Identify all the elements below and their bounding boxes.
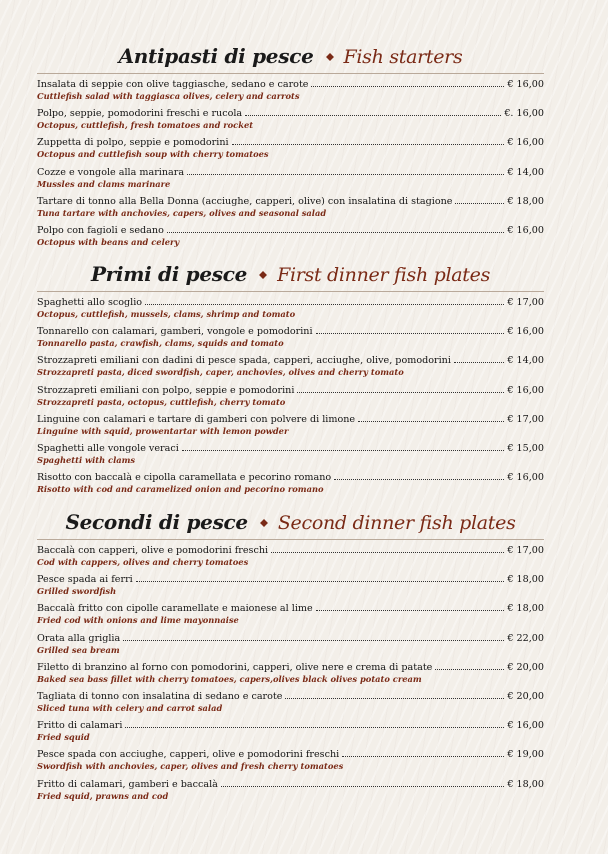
menu-item: [37, 224, 544, 253]
dot-leader: [123, 632, 504, 641]
dot-leader: [271, 544, 504, 553]
menu-item: [37, 195, 544, 224]
item-price: € 17,00: [507, 297, 544, 308]
item-price: € 19,00: [507, 749, 544, 761]
item-price: € 20,00: [507, 690, 544, 702]
menu-item: [37, 661, 544, 690]
item-name: Tagliata di tonno con insalatina di sedano e carote: [37, 690, 283, 702]
item-translation: Strozzapreti pasta, diced swordfish, caper, anchovies, olives and cherry tomato: [37, 367, 404, 378]
item-translation: Tuna tartare with anchovies, capers, olives and seasonal salad: [37, 207, 327, 218]
menu-item: [37, 573, 544, 602]
section-divider: [37, 73, 544, 74]
item-translation: Spaghetti with clams: [37, 454, 136, 465]
item-price: € 16,00: [507, 384, 544, 396]
item-translation: Octopus with beans and celery: [37, 236, 180, 247]
item-name: Filetto di branzino al forno con pomodorini, capperi, olive nere e crema di patate: [37, 661, 433, 673]
item-name: Polpo, seppie, pomodorini freschi e rucola: [37, 108, 243, 120]
dot-leader: [182, 442, 505, 451]
item-name: Baccalà fritto con cipolle caramellate e maionese al lime: [37, 603, 313, 615]
dot-leader: [221, 778, 504, 787]
item-price: € 18,00: [507, 195, 544, 207]
item-name: Risotto con baccalà e cipolla caramellata e pecorino romano: [37, 472, 332, 484]
menu-item: [37, 413, 544, 442]
item-price: € 18,00: [507, 603, 544, 615]
diamond-separator-icon: [326, 53, 334, 61]
dot-leader: [136, 573, 505, 582]
section-first-dinner-fish-plates: [37, 262, 544, 500]
item-price: € 18,00: [507, 778, 544, 790]
section-title: Secondi di pesce: [65, 510, 248, 534]
item-name: Pesce spada ai ferri: [37, 574, 133, 586]
dot-leader: [187, 166, 504, 175]
menu-item: [37, 471, 544, 500]
item-name: Tonnarello con calamari, gamberi, vongole e pomodorini: [37, 326, 313, 338]
menu-item: [37, 384, 544, 413]
dot-leader: [454, 354, 504, 363]
item-price: € 16,00: [507, 472, 544, 484]
item-price: € 17,00: [507, 545, 544, 556]
item-translation: Octopus, cuttlefish, fresh tomatoes and rocket: [37, 120, 254, 131]
item-price: € 18,00: [507, 574, 544, 586]
menu-item: [37, 78, 544, 107]
menu-item: [37, 690, 544, 719]
item-price: € 14,00: [507, 355, 544, 367]
item-translation: Grilled swordfish: [37, 586, 117, 597]
item-translation: Grilled sea bream: [37, 644, 120, 655]
dot-leader: [285, 690, 504, 699]
item-price: € 16,00: [507, 137, 544, 149]
section-title: Primi di pesce: [90, 262, 248, 286]
dot-leader: [334, 471, 504, 480]
item-price: € 16,00: [507, 224, 544, 236]
item-price: € 17,00: [507, 413, 544, 425]
item-name: Orata alla griglia: [37, 632, 121, 644]
dot-leader: [358, 413, 504, 422]
dot-leader: [316, 325, 505, 334]
menu-list: [37, 544, 544, 807]
item-price: € 20,00: [507, 661, 544, 673]
section-fish-starters: [37, 44, 544, 253]
item-translation: Swordfish with anchovies, caper, olives and fresh cherry tomatoes: [37, 761, 344, 772]
section-divider: [37, 539, 544, 540]
menu-item: [37, 544, 544, 573]
item-name: Insalata di seppie con olive taggiasche, sedano e carote: [37, 79, 309, 90]
item-name: Spaghetti alle vongole veraci: [37, 442, 179, 454]
item-translation: Risotto with cod and caramelized onion and pecorino romano: [37, 484, 324, 495]
dot-leader: [145, 296, 504, 305]
item-name: Strozzapreti emiliani con dadini di pesce spada, capperi, acciughe, olive, pomodorini: [37, 355, 451, 367]
item-translation: Cuttlefish salad with taggiasca olives, celery and carrots: [37, 91, 300, 101]
dot-leader: [125, 719, 504, 728]
item-price: € 22,00: [507, 632, 544, 644]
item-price: € 16,00: [507, 326, 544, 338]
item-name: Strozzapreti emiliani con polpo, seppie e pomodorini: [37, 384, 295, 396]
dot-leader: [455, 195, 504, 204]
menu-item: [37, 296, 544, 325]
dot-leader: [232, 136, 505, 145]
section-subtitle: Second dinner fish plates: [277, 512, 516, 534]
item-translation: Cod with cappers, olives and cherry tomatoes: [37, 557, 249, 567]
dot-leader: [167, 224, 505, 233]
dot-leader: [311, 78, 504, 87]
item-translation: Mussles and clams marinare: [37, 178, 171, 189]
item-name: Cozze e vongole alla marinara: [37, 166, 185, 178]
menu-item: [37, 442, 544, 471]
menu-item: [37, 632, 544, 661]
section-subtitle: First dinner fish plates: [277, 264, 491, 286]
item-translation: Octopus and cuttlefish soup with cherry tomatoes: [37, 149, 269, 160]
menu-item: [37, 354, 544, 383]
item-price: €. 16,00: [504, 108, 544, 120]
item-price: € 15,00: [507, 442, 544, 454]
menu-list: [37, 296, 544, 500]
section-header: [37, 44, 544, 74]
menu-item: [37, 136, 544, 165]
dot-leader: [342, 748, 504, 757]
item-price: € 14,00: [507, 166, 544, 178]
diamond-separator-icon: [259, 271, 267, 279]
menu-item: [37, 602, 544, 631]
menu-item: [37, 166, 544, 195]
menu-item: [37, 107, 544, 136]
item-name: Baccalà con capperi, olive e pomodorini freschi: [37, 545, 269, 556]
item-price: € 16,00: [507, 720, 544, 732]
item-translation: Fried squid: [37, 732, 90, 743]
item-price: € 16,00: [507, 79, 544, 90]
item-name: Zuppetta di polpo, seppie e pomodorini: [37, 137, 229, 149]
item-name: Tartare di tonno alla Bella Donna (acciughe, capperi, olive) con insalatina di stagione: [37, 195, 453, 207]
item-translation: Strozzapreti pasta, octopus, cuttlefish, cherry tomato: [37, 396, 286, 407]
dot-leader: [297, 384, 504, 393]
menu-list: [37, 78, 544, 253]
item-translation: Octopus, cuttlefish, mussels, clams, shrimp and tomato: [37, 309, 296, 319]
dot-leader: [435, 661, 504, 670]
menu-item: [37, 748, 544, 777]
section-header: [37, 262, 544, 292]
item-translation: Fried cod with onions and lime mayonnaise: [37, 615, 239, 626]
section-second-dinner-fish-plates: [37, 510, 544, 807]
item-name: Fritto di calamari: [37, 720, 123, 732]
section-divider: [37, 291, 544, 292]
item-name: Spaghetti allo scoglio: [37, 297, 143, 308]
item-translation: Baked sea bass fillet with cherry tomatoes, capers,olives black olives potato cream: [37, 673, 422, 684]
item-translation: Fried squid, prawns and cod: [37, 790, 169, 801]
item-translation: Sliced tuna with celery and carrot salad: [37, 702, 223, 713]
section-subtitle: Fish starters: [343, 46, 463, 68]
dot-leader: [316, 602, 505, 611]
section-title: Antipasti di pesce: [118, 44, 314, 68]
item-name: Polpo con fagioli e sedano: [37, 224, 164, 236]
section-header: [37, 510, 544, 540]
menu-item: [37, 719, 544, 748]
dot-leader: [245, 107, 501, 116]
item-name: Linguine con calamari e tartare di gamberi con polvere di limone: [37, 413, 356, 425]
menu-item: [37, 778, 544, 807]
diamond-separator-icon: [260, 519, 268, 527]
item-translation: Linguine with squid, prowentartar with lemon powder: [37, 425, 289, 436]
item-translation: Tonnarello pasta, crawfish, clams, squids and tomato: [37, 338, 284, 349]
menu-item: [37, 325, 544, 354]
item-name: Pesce spada con acciughe, capperi, olive e pomodorini freschi: [37, 749, 340, 761]
item-name: Fritto di calamari, gamberi e baccalà: [37, 778, 218, 790]
